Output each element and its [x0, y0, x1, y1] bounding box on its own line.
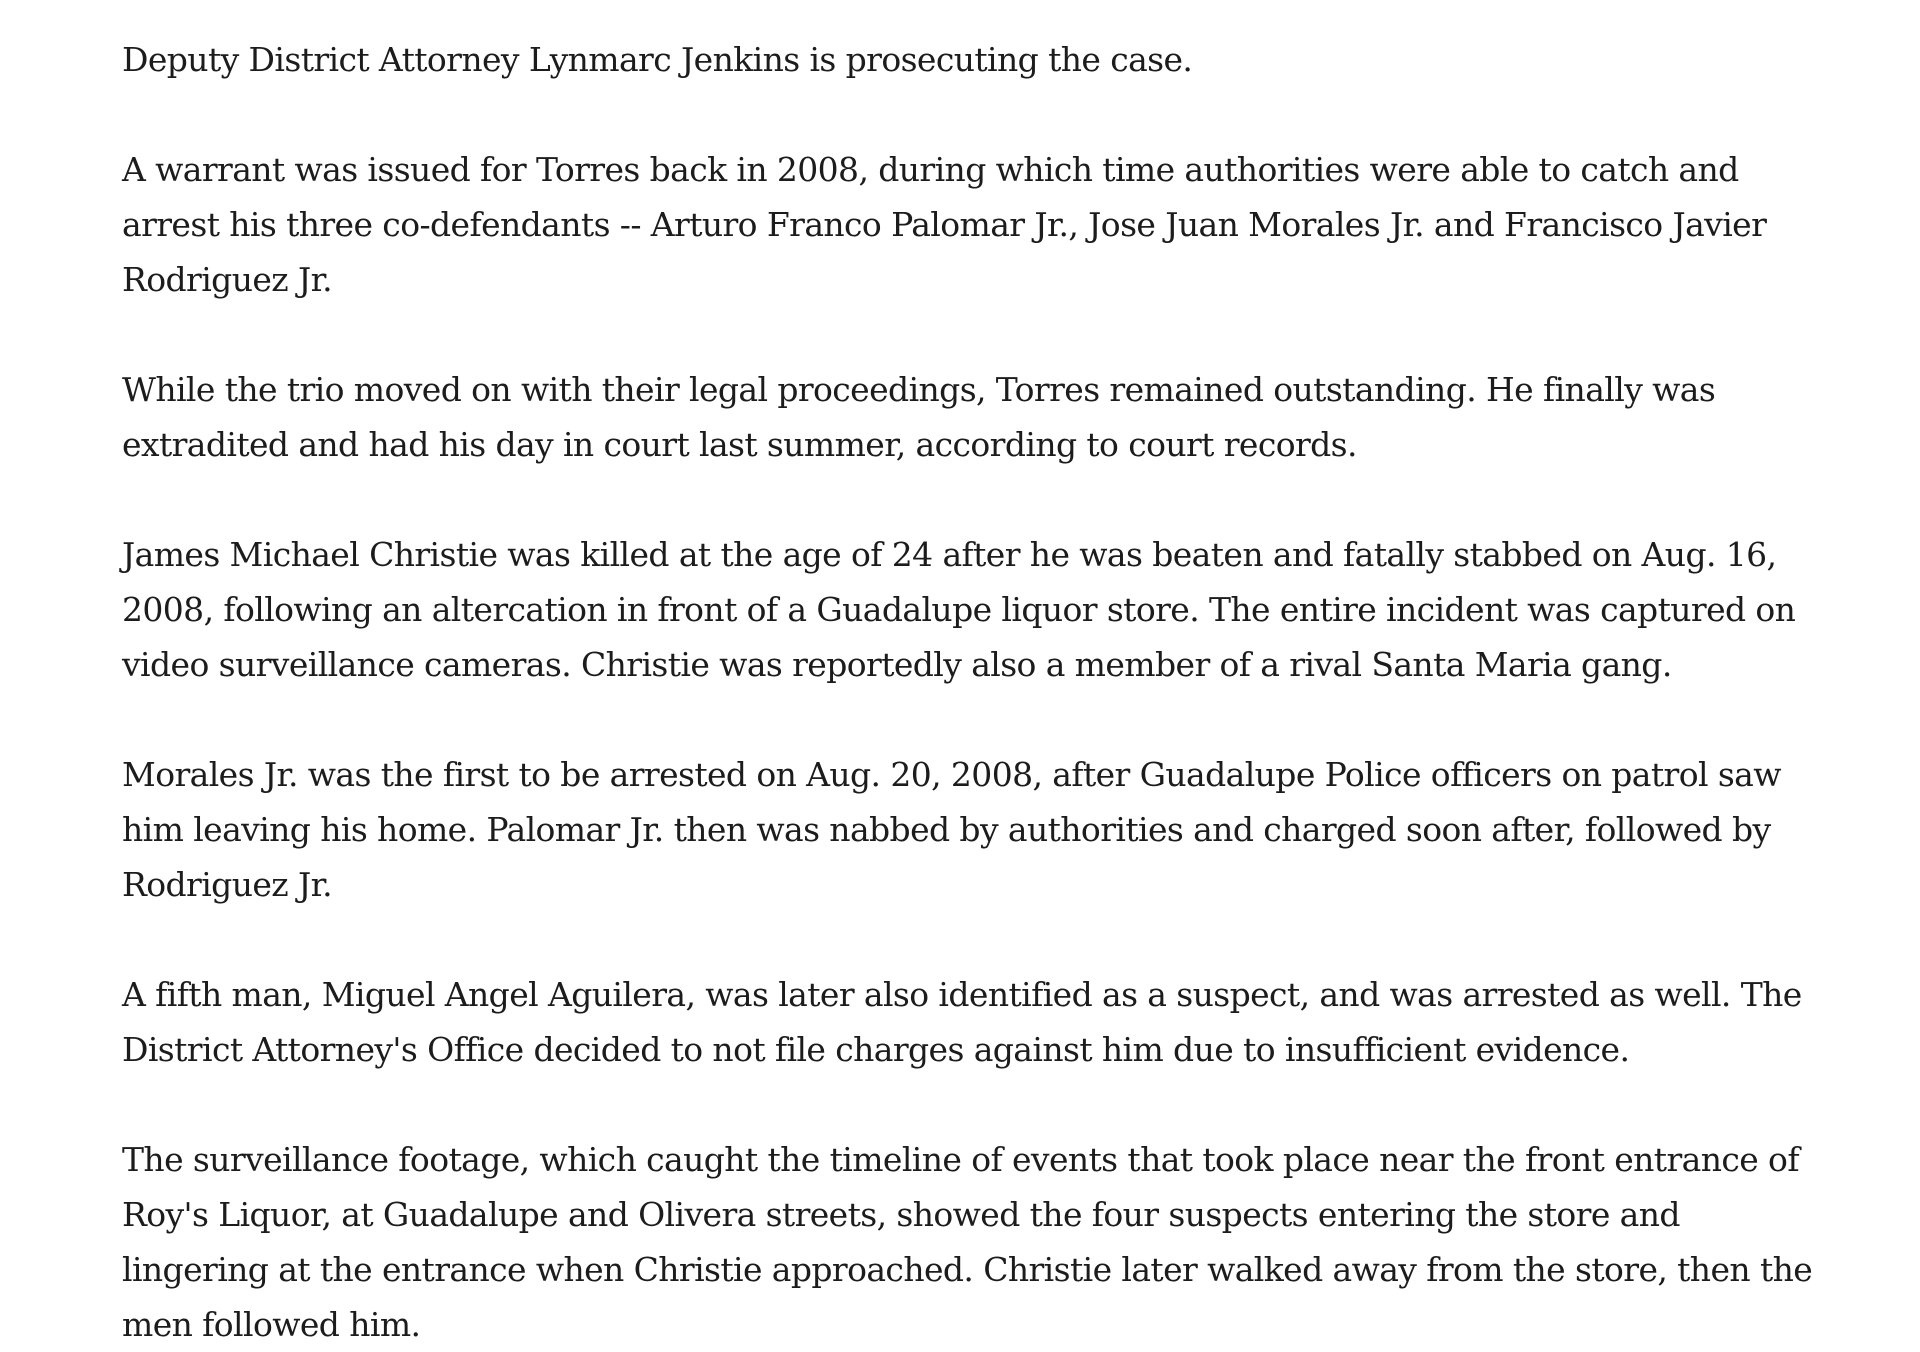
paragraph-warrant: A warrant was issued for Torres back in 2008, during which time authorities were able to catch and arrest his three co-defendants -- Arturo Franco Palomar Jr., Jose Juan Morales Jr. and Francisco Javier Rodriguez Jr. [122, 150, 1767, 299]
article-body [122, 32, 1822, 1352]
paragraph-fifth-man: A fifth man, Miguel Angel Aguilera, was later also identified as a suspect, and was arrested as well. The District Attorney's Office decided to not file charges against him due to insufficient evidence. [122, 975, 1802, 1069]
paragraph-arrests: Morales Jr. was the first to be arrested on Aug. 20, 2008, after Guadalupe Police officers on patrol saw him leaving his home. Palomar Jr. then was nabbed by authorities and charged soon after, followed by Rodriguez Jr. [122, 755, 1781, 904]
paragraph-victim: James Michael Christie was killed at the age of 24 after he was beaten and fatally stabbed on Aug. 16, 2008, following an altercation in front of a Guadalupe liquor store. The entire incident was captured on video surveillance cameras. Christie was reportedly also a member of a rival Santa Maria gang. [122, 535, 1796, 684]
paragraph-footage: The surveillance footage, which caught the timeline of events that took place near the front entrance of Roy's Liquor, at Guadalupe and Olivera streets, showed the four suspects entering the store and lingering at the entrance when Christie approached. Christie later walked away from the store, then the men followed him. [122, 1140, 1813, 1344]
paragraph-prosecutor: Deputy District Attorney Lynmarc Jenkins is prosecuting the case. [122, 40, 1193, 79]
paragraph-trio: While the trio moved on with their legal proceedings, Torres remained outstanding. He finally was extradited and had his day in court last summer, according to court records. [122, 370, 1716, 464]
